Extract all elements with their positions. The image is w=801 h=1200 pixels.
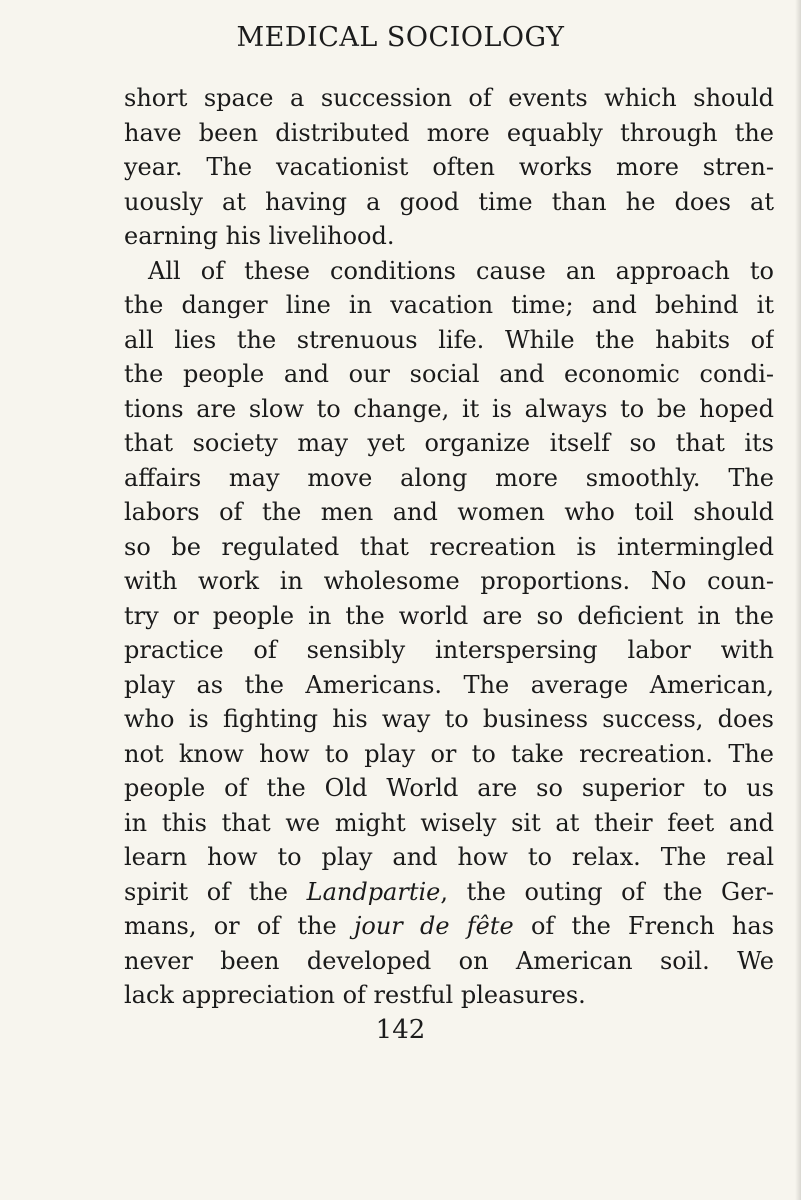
text-line (124, 564, 774, 599)
text-segment: practice of sensibly interspersing labor with (124, 636, 774, 664)
text-line (124, 323, 774, 358)
text-segment: people of the Old World are so superior to us (124, 774, 774, 802)
text-segment: the danger line in vacation time; and behind it (124, 291, 774, 319)
text-line (124, 530, 774, 565)
text-line (124, 185, 774, 220)
text-segment: spirit of the (124, 877, 307, 906)
text-segment: uously at having a good time than he does at (124, 187, 774, 216)
text-segment: have been distributed more equably through the (124, 118, 774, 147)
text-segment: mans, or of the (124, 912, 354, 940)
text-segment: the people and our social and economic condi- (124, 360, 774, 388)
text-segment: All of these conditions cause an approach to (148, 256, 774, 285)
text-segment: play as the Americans. The average American, (124, 670, 774, 699)
text-segment: affairs may move along more smoothly. The (124, 463, 774, 492)
text-segment: labors of the men and women who toil should (124, 498, 774, 526)
text-segment: all lies the strenuous life. While the habits of (124, 325, 774, 354)
running-head: MEDICAL SOCIOLOGY (236, 22, 565, 53)
text-line (124, 254, 774, 289)
text-line (124, 944, 774, 979)
text-line (124, 81, 774, 116)
text-segment: , the outing of the Ger- (440, 877, 774, 906)
text-segment: tions are slow to change, it is always to be hoped (124, 394, 774, 423)
page-edge-shadow (795, 0, 801, 1200)
text-segment: with work in wholesome proportions. No coun- (124, 567, 774, 595)
text-line (124, 668, 774, 703)
text-segment: short space a succession of events which should (124, 84, 774, 112)
italic-term: jour de fête (353, 912, 514, 940)
text-segment: never been developed on American soil. We (124, 946, 774, 975)
text-segment: learn how to play and how to relax. The real (124, 843, 774, 871)
text-line (124, 840, 774, 875)
text-line (124, 875, 774, 910)
text-line (124, 495, 774, 530)
text-line (124, 288, 774, 323)
text-line (124, 599, 774, 634)
text-line (124, 150, 774, 185)
text-segment: not know how to play or to take recreation. The (124, 739, 774, 768)
page-number: 142 (375, 1015, 426, 1045)
text-segment: year. The vacationist often works more stren- (124, 153, 774, 181)
text-line (124, 392, 774, 427)
body-text (124, 81, 774, 1013)
text-line (124, 806, 774, 841)
text-segment: in this that we might wisely sit at their feet and (124, 808, 774, 837)
text-segment: who is fighting his way to business success, does (124, 705, 774, 733)
italic-term: Landpartie (306, 877, 441, 906)
text-line (124, 909, 774, 944)
text-line (124, 461, 774, 496)
text-line (124, 771, 774, 806)
text-segment: so be regulated that recreation is intermingled (124, 532, 774, 561)
text-line (124, 426, 774, 461)
text-line (124, 219, 774, 254)
text-segment: try or people in the world are so deficient in the (124, 601, 774, 630)
text-line (124, 357, 774, 392)
text-line (124, 116, 774, 151)
text-line (124, 633, 774, 668)
text-line (124, 737, 774, 772)
text-segment: earning his livelihood. (124, 222, 395, 250)
text-line (124, 702, 774, 737)
text-line (124, 978, 774, 1013)
text-segment: of the French has (513, 912, 774, 940)
text-segment: that society may yet organize itself so that its (124, 429, 774, 457)
text-segment: lack appreciation of restful pleasures. (124, 981, 586, 1009)
